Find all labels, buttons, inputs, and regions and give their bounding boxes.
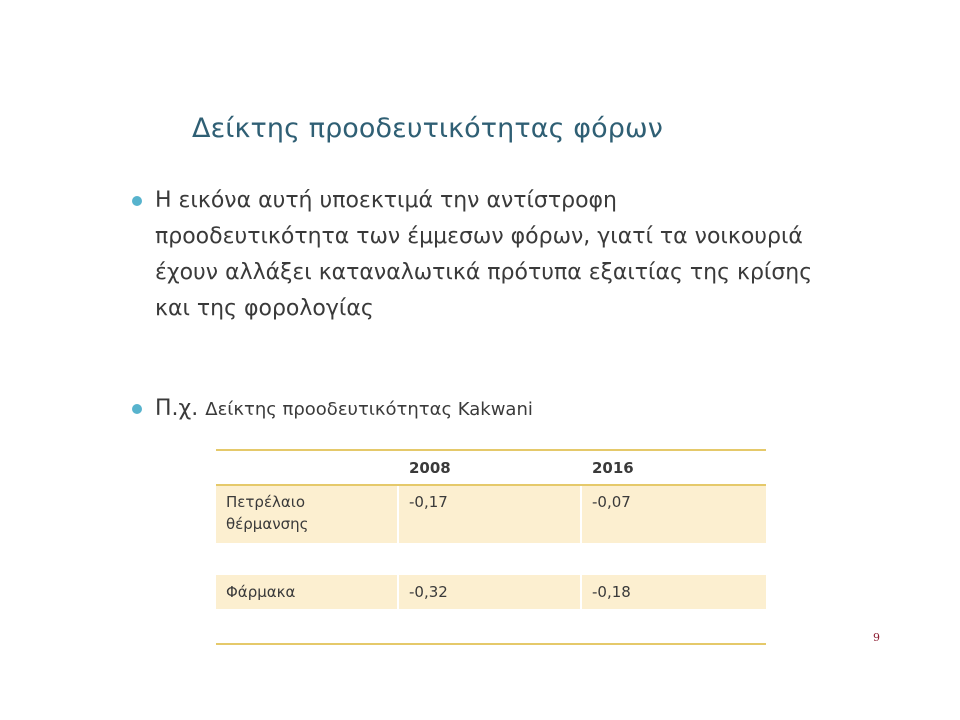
table-header-cell: 2008 [398,450,581,485]
bullet-text: Η εικόνα αυτή υποεκτιμά την αντίστροφη προοδευτικότητα των έμμεσων φόρων, γιατί τα νοικουριά έχουν αλλάξει καταναλωτικά πρότυπα εξαιτίας της κρίσης και της φορολογίας [155,188,813,321]
bullet-list [132,183,832,428]
bullet-item [132,391,832,428]
page-number: 9 [873,631,880,644]
row-label: Πετρέλαιο θέρμανσης [216,485,398,543]
table-cell: -0,07 [581,485,766,543]
bullet-dot-icon [132,404,142,414]
table-header-cell: 2016 [581,450,766,485]
table-cell [398,609,581,644]
table-cell [581,543,766,575]
table-cell: -0,17 [398,485,581,543]
bullet-dot-icon [132,196,142,206]
table-header-cell [216,450,398,485]
row-label: Φάρμακα [216,575,398,609]
table-row [216,485,766,543]
table-cell [216,609,398,644]
bullet-item [132,183,832,327]
table-row [216,575,766,609]
slide-title: Δείκτης προοδευτικότητας φόρων [192,113,663,144]
table-cell: -0,32 [398,575,581,609]
bullet-lead: Π.χ. [155,396,199,421]
table-cell [398,543,581,575]
table-cell [216,543,398,575]
table-cell: -0,18 [581,575,766,609]
kakwani-table [216,449,766,645]
bullet-text: Δείκτης προοδευτικότητας Kakwani [205,399,533,420]
table-spacer-row [216,543,766,575]
table-empty-row [216,609,766,644]
table-header-row [216,450,766,485]
table-cell [581,609,766,644]
